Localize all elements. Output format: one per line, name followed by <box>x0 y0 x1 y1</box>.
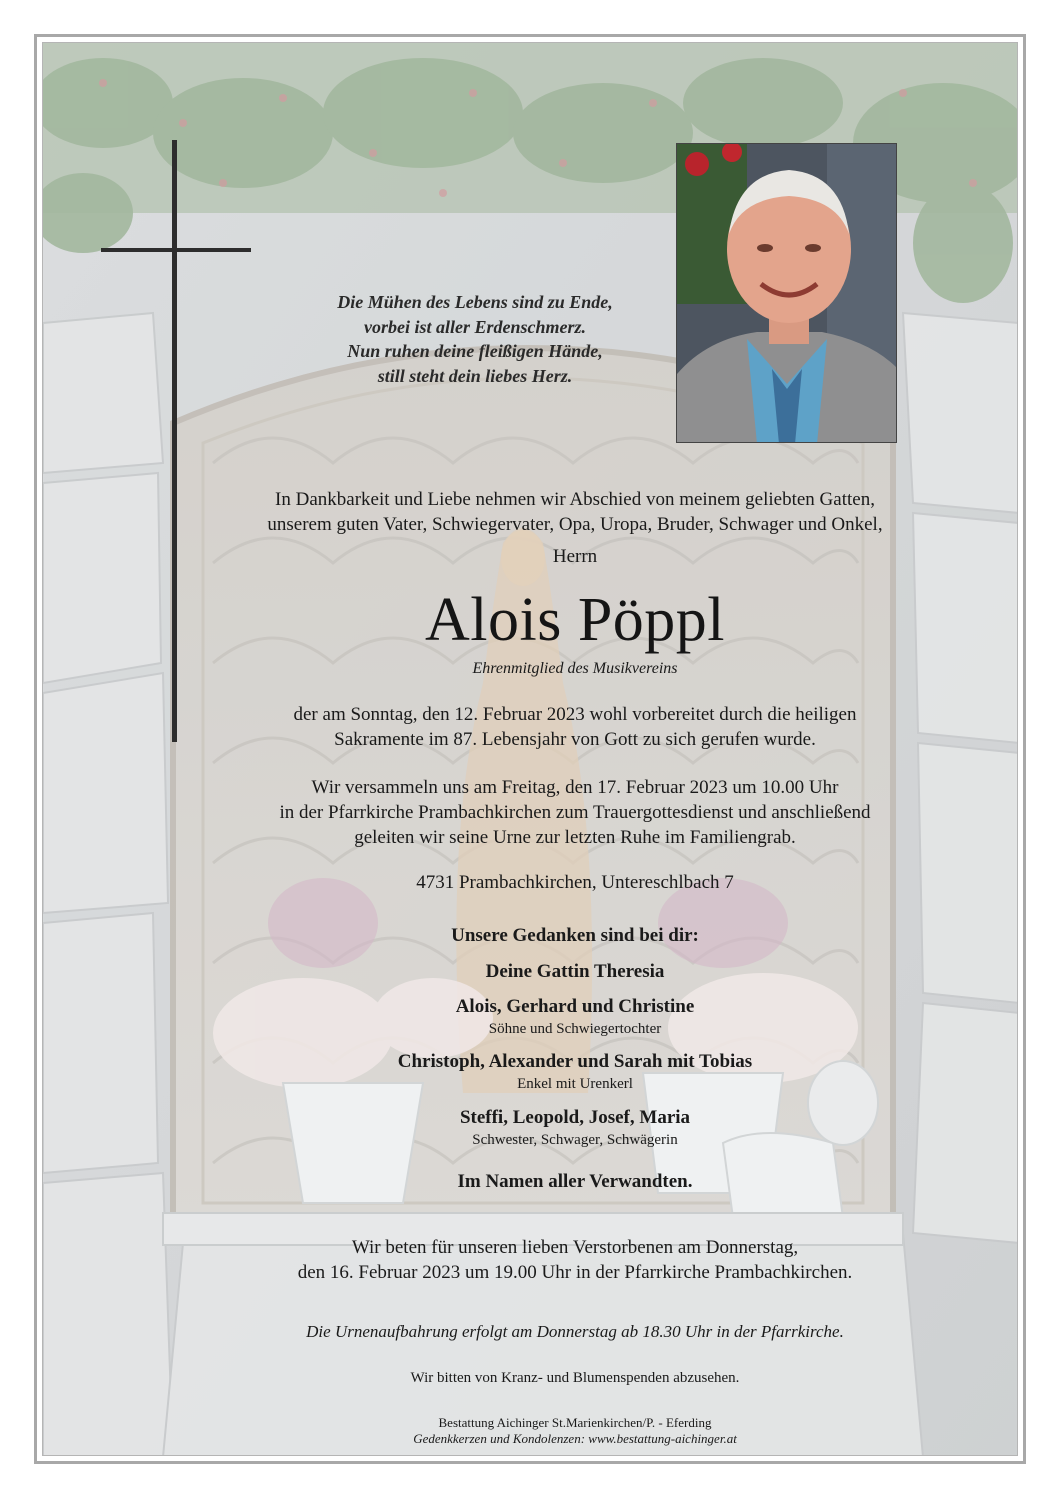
mourner-relation: Schwester, Schwager, Schwägerin <box>472 1132 678 1148</box>
service-line: Wir versammeln uns am Freitag, den 17. Februar 2023 um 10.00 Uhr <box>311 777 839 798</box>
deceased-title: Ehrenmitglied des Musikvereins <box>472 660 678 677</box>
prayer-info <box>140 1235 1010 1285</box>
mourner-relation: Enkel mit Urenkerl <box>517 1076 633 1092</box>
poem-line: Nun ruhen deine fleißigen Hände, <box>347 341 603 361</box>
death-notice-line: Sakramente im 87. Lebensjahr von Gott zu sich gerufen wurde. <box>334 729 816 750</box>
mourners-heading: Unsere Gedanken sind bei dir: <box>451 925 699 946</box>
salutation: Herrn <box>552 546 598 567</box>
undertaker-info <box>140 1415 1010 1447</box>
death-notice-line: der am Sonntag, den 12. Februar 2023 wohl vorbereitet durch die heiligen <box>293 704 857 725</box>
intro-line: unserem guten Vater, Schwiegervater, Opa, Uropa, Bruder, Schwager und Onkel, <box>267 514 883 535</box>
mourner-names: Christoph, Alexander und Sarah mit Tobias <box>397 1051 753 1072</box>
mourners-closing: Im Namen aller Verwandten. <box>457 1171 693 1192</box>
poem-line: Die Mühen des Lebens sind zu Ende, <box>337 292 613 312</box>
mourner-names: Alois, Gerhard und Christine <box>455 996 695 1017</box>
service-line: in der Pfarrkirche Prambachkirchen zum Trauergottesdienst und anschließend <box>279 802 871 823</box>
mourner-names: Steffi, Leopold, Josef, Maria <box>459 1107 691 1128</box>
prayer-line: den 16. Februar 2023 um 19.00 Uhr in der Pfarrkirche Prambachkirchen. <box>297 1262 853 1283</box>
portrait-illustration <box>677 144 897 443</box>
memorial-poem <box>240 290 710 388</box>
service-line: geleiten wir seine Urne zur letzten Ruhe im Familiengrab. <box>354 827 796 848</box>
death-notice <box>140 702 1010 752</box>
deceased-name: Alois Pöppl <box>424 586 726 654</box>
poem-line: vorbei ist aller Erdenschmerz. <box>363 316 586 337</box>
mourner-names: Deine Gattin Theresia <box>485 961 665 982</box>
undertaker-name: Bestattung Aichinger St.Marienkirchen/P. - Eferding <box>438 1415 712 1430</box>
flowers-note: Wir bitten von Kranz- und Blumenspenden abzusehen. <box>410 1370 740 1386</box>
cross-horizontal-bar <box>101 248 251 252</box>
poem-line: still steht dein liebes Herz. <box>377 365 573 386</box>
intro-paragraph <box>140 487 1010 537</box>
prayer-line: Wir beten für unseren lieben Verstorbenen am Donnerstag, <box>351 1237 799 1258</box>
service-info <box>140 775 1010 850</box>
intro-line: In Dankbarkeit und Liebe nehmen wir Abschied von meinem geliebten Gatten, <box>275 489 875 510</box>
mourner-relation: Söhne und Schwiegertochter <box>488 1021 662 1037</box>
address: 4731 Prambachkirchen, Untereschlbach 7 <box>416 872 734 893</box>
undertaker-web: Gedenkkerzen und Kondolenzen: www.bestattung-aichinger.at <box>413 1431 737 1446</box>
urn-note: Die Urnenaufbahrung erfolgt am Donnerstag ab 18.30 Uhr in der Pfarrkirche. <box>306 1322 844 1341</box>
